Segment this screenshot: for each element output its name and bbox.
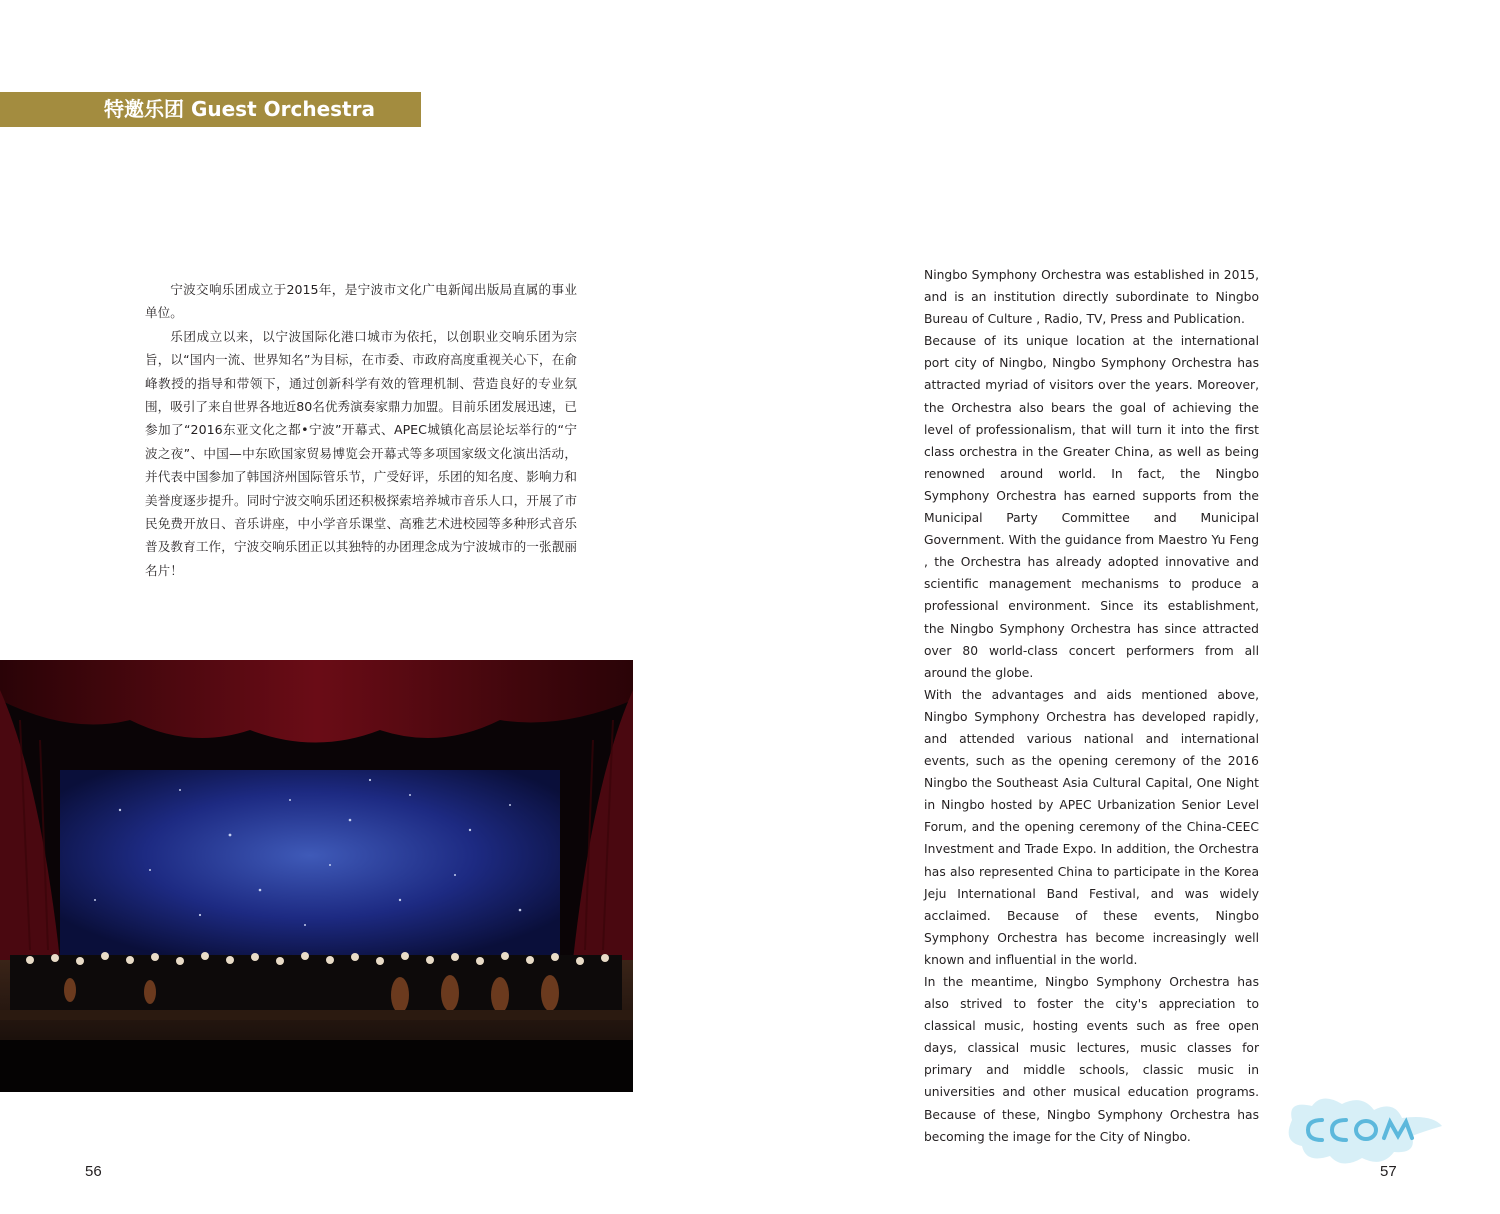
section-banner	[0, 92, 421, 127]
orchestra-photo	[0, 660, 633, 1092]
english-body-text	[924, 264, 1259, 1148]
chinese-paragraph-1: 宁波交响乐团成立于2015年，是宁波市文化广电新闻出版局直属的事业单位。	[145, 282, 577, 321]
chinese-paragraph-2: 乐团成立以来，以宁波国际化港口城市为依托，以创职业交响乐团为宗旨，以“国内一流、世界知名”为目标，在市委、市政府高度重视关心下，在俞峰教授的指导和带领下，通过创新科学有效的管理机制、营造良好的专业氛围，吸引了来自世界各地近80名优秀演奏家鼎力加盟。目前乐团发展迅速，已参加了“2016东亚文化之都•宁波”开幕式、APEC城镇化高层论坛举行的“宁波之夜”、中国—中东欧国家贸易博览会开幕式等多项国家级文化演出活动，并代表中国参加了韩国济州国际管乐节，广受好评，乐团的知名度、影响力和美誉度逐步提升。同时宁波交响乐团还积极探索培养城市音乐人口，开展了市民免费开放日、音乐讲座，中小学音乐课堂、高雅艺术进校园等多种形式音乐普及教育工作，宁波交响乐团正以其独特的办团理念成为宁波城市的一张靓丽名片！	[145, 328, 577, 578]
page-number-left: 56	[85, 1163, 102, 1180]
english-paragraph-2: Because of its unique location at the international port city of Ningbo, Ningbo Symphony Orchestra has attracted myriad of visitors over the years. Moreover, the Orchestra also bears the goal of achieving the level of professionalism, that will turn it into the first class orchestra in the Greater China, as well as being renowned around world. In fact, the Ningbo Symphony Orchestra has earned supports from the Municipal Party Committee and Municipal Government. With the guidance from Maestro Yu Feng , the Orchestra has already adopted innovative and scientific management mechanisms to produce a professional environment. Since its establishment, the Ningbo Symphony Orchestra has since attracted over 80 world-class concert performers from all around the globe.	[924, 334, 1259, 680]
chinese-body-text	[145, 278, 577, 582]
english-paragraph-4: In the meantime, Ningbo Symphony Orchestra has also strived to foster the city's appreciation to classical music, hosting events such as free open days, classical music lectures, music classes for primary and middle schools, classic music in universities and other musical education programs. Because of these, Ningbo Symphony Orchestra has becoming the image for the City of Ningbo.	[924, 975, 1259, 1144]
ccom-logo	[1282, 1092, 1448, 1170]
page-number-right: 57	[1380, 1163, 1397, 1180]
english-paragraph-1: Ningbo Symphony Orchestra was established in 2015, and is an institution directly subordinate to Ningbo Bureau of Culture , Radio, TV, Press and Publication.	[924, 268, 1259, 327]
english-paragraph-3: With the advantages and aids mentioned above, Ningbo Symphony Orchestra has developed rapidly, and attended various national and international events, such as the opening ceremony of the 2016 Ningbo the Southeast Asia Cultural Capital, One Night in Ningbo hosted by APEC Urbanization Senior Level Forum, and the opening ceremony of the China-CEEC Investment and Trade Expo. In addition, the Orchestra has also represented China to participate in the Korea Jeju International Band Festival, and was widely acclaimed. Because of these events, Ningbo Symphony Orchestra has become increasingly well known and influential in the world.	[924, 687, 1259, 967]
section-title: 特邀乐团 Guest Orchestra	[104, 97, 375, 121]
